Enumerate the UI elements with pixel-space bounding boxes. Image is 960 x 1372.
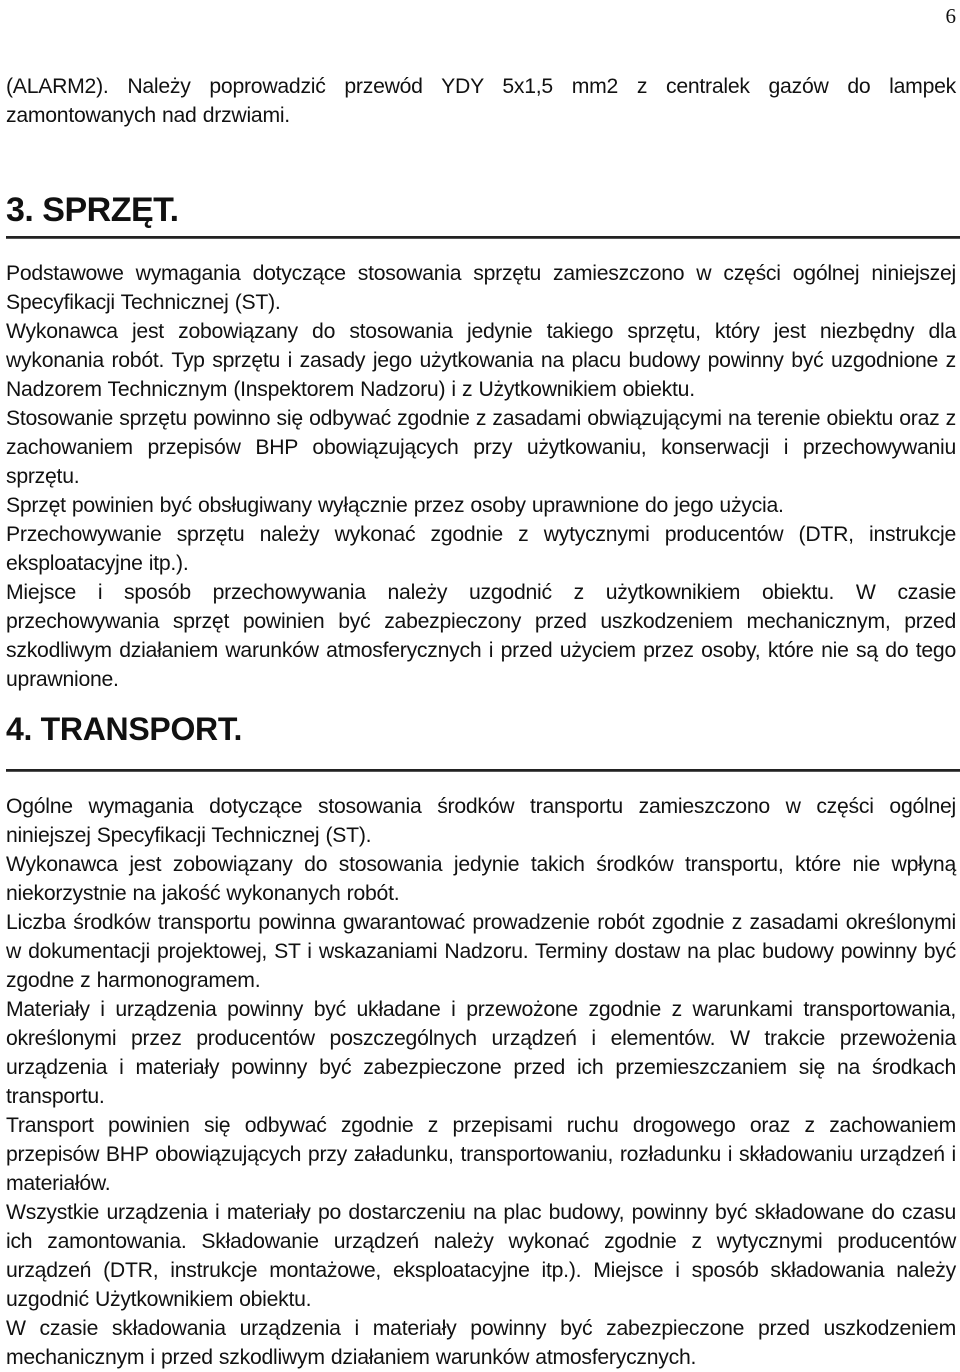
paragraph: Wykonawca jest zobowiązany do stosowania jedynie takich środków transportu, które nie wpłyną niekorzystnie na jakość wykonanych robót. (6, 853, 956, 905)
paragraph: Liczba środków transportu powinna gwarantować prowadzenie robót zgodnie z zasadami określonymi w dokumentacji projektowej, ST i wskazaniami Nadzoru. Terminy dostaw na plac budowy powinny być zgodne z harmonogramem. (6, 911, 956, 992)
paragraph: Materiały i urządzenia powinny być układane i przewożone zgodnie z warunkami transportowania, określonymi przez producentów poszczególnych urządzeń i elementów. W trakcie przewożenia urządzenia i materiały powinny być zabezpieczone przed ich przemieszczaniem się na środkach transportu. (6, 998, 956, 1108)
paragraph: Transport powinien się odbywać zgodnie z przepisami ruchu drogowego oraz z zachowaniem przepisów BHP obowiązujących przy załadunku, transportowaniu, rozładunku i składowaniu urządzeń i materiałów. (6, 1114, 956, 1195)
paragraph: Sprzęt powinien być obsługiwany wyłącznie przez osoby uprawnione do jego użycia. (6, 494, 784, 517)
paragraph: Wszystkie urządzenia i materiały po dostarczeniu na plac budowy, powinny być składowane do czasu ich zamontowania. Składowanie urządzeń należy wykonać zgodnie z wytycznymi producentów urządzeń (DTR, instrukcje montażowe, eksploatacyjne itp.). Miejsce i sposób składowania należy uzgodnić Użytkownikiem obiektu. (6, 1201, 956, 1311)
section-heading-transport: 4. TRANSPORT. (6, 711, 243, 747)
section-heading-equipment: 3. SPRZĘT. (6, 191, 179, 229)
paragraph: W czasie składowania urządzenia i materiały powinny być zabezpieczone przed uszkodzeniem mechanicznym i przed szkodliwym działaniem warunków atmosferycznych. (6, 1317, 956, 1369)
section-transport (6, 709, 956, 1372)
paragraph: Miejsce i sposób przechowywania należy uzgodnić z użytkownikiem obiektu. W czasie przechowywania sprzęt powinien być zabezpieczony przed uszkodzeniem mechanicznym, przed szkodliwym działaniem warunków atmosferycznych i przed użyciem przez osoby, które nie są do tego uprawnione. (6, 581, 956, 691)
section-divider (6, 236, 960, 239)
paragraph: Przechowywanie sprzętu należy wykonać zgodnie z wytycznymi producentów (DTR, instrukcje eksploatacyjne itp.). (6, 523, 956, 575)
paragraph: Wykonawca jest zobowiązany do stosowania jedynie takiego sprzętu, który jest niezbędny dla wykonania robót. Typ sprzętu i zasady jego użytkowania na placu budowy powinny być uzgodnione z Nadzorem Technicznym (Inspektorem Nadzoru) i z Użytkownikiem obiektu. (6, 320, 956, 401)
section-divider (6, 769, 960, 772)
page-number: 6 (945, 4, 956, 28)
paragraph: Podstawowe wymagania dotyczące stosowania sprzętu zamieszczono w części ogólnej niniejszej Specyfikacji Technicznej (ST). (6, 262, 956, 314)
document-body (6, 72, 956, 1372)
paragraph: Stosowanie sprzętu powinno się odbywać zgodnie z zasadami obwiązującymi na terenie obiektu oraz z zachowaniem przepisów BHP obowiązujących przy użytkowaniu, konserwacji i przechowywaniu sprzętu. (6, 407, 956, 488)
intro-paragraph: (ALARM2). Należy poprowadzić przewód YDY 5x1,5 mm2 z centralek gazów do lampek zamontowanych nad drzwiami. (6, 75, 956, 127)
paragraph: Ogólne wymagania dotyczące stosowania środków transportu zamieszczono w części ogólnej niniejszej Specyfikacji Technicznej (ST). (6, 795, 956, 847)
section-equipment (6, 190, 956, 694)
